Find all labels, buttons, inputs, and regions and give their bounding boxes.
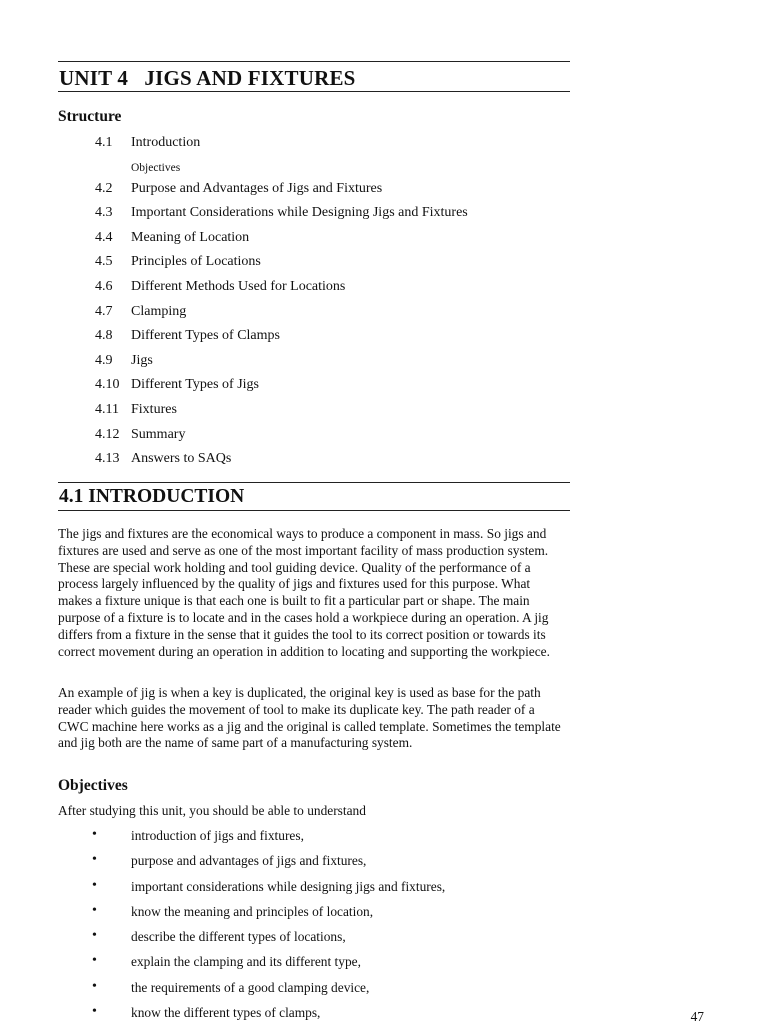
bullet-icon: • xyxy=(92,852,97,868)
toc-number: 4.9 xyxy=(95,352,113,368)
toc-item xyxy=(95,352,565,377)
list-item xyxy=(92,879,562,904)
toc-item xyxy=(95,401,565,426)
list-item-text: know the meaning and principles of location, xyxy=(131,903,374,919)
toc-number: 4.2 xyxy=(95,180,113,196)
toc-number: 4.13 xyxy=(95,451,120,467)
list-item xyxy=(92,904,562,929)
unit-header xyxy=(58,61,570,92)
toc-subitem xyxy=(95,159,565,180)
list-item xyxy=(92,980,562,1005)
list-item-text: the requirements of a good clamping device, xyxy=(131,979,370,995)
toc-item xyxy=(95,327,565,352)
toc-number: 4.1 xyxy=(95,135,113,150)
list-item xyxy=(92,853,562,878)
list-item xyxy=(92,1005,562,1030)
bullet-icon: • xyxy=(92,902,97,918)
bullet-icon: • xyxy=(92,1004,97,1020)
list-item-text: purpose and advantages of jigs and fixtures, xyxy=(131,853,367,869)
list-item-text: describe the different types of locations, xyxy=(131,929,346,945)
objectives-intro: After studying this unit, you should be able to understand xyxy=(58,803,366,818)
bullet-icon: • xyxy=(92,953,97,969)
toc-item xyxy=(95,253,565,278)
toc-label: Meaning of Location xyxy=(131,229,250,245)
list-item-text: important considerations while designing jigs and fixtures, xyxy=(131,878,446,894)
bullet-icon: • xyxy=(92,827,97,842)
toc-number: 4.7 xyxy=(95,303,113,319)
list-item xyxy=(92,954,562,979)
toc-label: Clamping xyxy=(131,303,187,319)
toc-item xyxy=(95,426,565,451)
toc-item xyxy=(95,376,565,401)
toc-item xyxy=(95,450,565,475)
toc-label: Summary xyxy=(131,426,186,442)
toc-label: Introduction xyxy=(131,135,201,150)
toc-number: 4.8 xyxy=(95,328,113,344)
introduction-paragraph: An example of jig is when a key is duplicated, the original key is used as base for the path reader which guides the movement of tool to make its duplicate key. The path reader of a CWC machine here works as a jig and the original is called template. Sometimes the template and jig both are the name of same part of a manufacturing system. xyxy=(58,685,561,751)
toc-label: Jigs xyxy=(131,352,153,368)
introduction-header xyxy=(58,482,570,511)
toc-label: Principles of Locations xyxy=(131,254,261,270)
page-number: 47 xyxy=(690,1009,704,1024)
toc-number: 4.4 xyxy=(95,229,113,245)
toc-number: 4.6 xyxy=(95,278,113,294)
toc-label: Different Methods Used for Locations xyxy=(131,278,346,294)
bullet-icon: • xyxy=(92,877,97,893)
toc-label: Important Considerations while Designing Jigs and Fixtures xyxy=(131,205,468,221)
objectives-list xyxy=(92,828,562,1030)
list-item-text: introduction of jigs and fixtures, xyxy=(131,828,304,843)
toc-number: 4.3 xyxy=(95,205,113,221)
toc-label: Answers to SAQs xyxy=(131,451,232,467)
toc-item xyxy=(95,303,565,328)
toc-item xyxy=(95,229,565,254)
introduction-paragraph: The jigs and fixtures are the economical ways to produce a component in mass. So jigs and fixtures are used and serve as one of the most important facility of mass production system. These are special work holding and tool guiding device. Quality of the performance of a process largely influenced by the quality of jigs and fixtures used for this purpose. What makes a fixture unique is that each one is built to fit a particular part or shape. The main purpose of a fixture is to locate and in the cases hold a workpiece during an operation. A jig differs from a fixture in the sense that it guides the tool to its correct position or towards its correct movement during an operation in addition to locating and supporting the workpiece. xyxy=(58,526,550,659)
table-of-contents xyxy=(95,134,565,475)
toc-number: 4.12 xyxy=(95,426,120,442)
bullet-icon: • xyxy=(92,928,97,944)
bullet-icon: • xyxy=(92,978,97,994)
toc-item xyxy=(95,278,565,303)
toc-number: 4.5 xyxy=(95,254,113,270)
objectives-heading: Objectives xyxy=(58,777,128,794)
toc-label: Different Types of Jigs xyxy=(131,377,259,393)
toc-item xyxy=(95,134,565,159)
toc-label: Different Types of Clamps xyxy=(131,328,280,344)
toc-label: Purpose and Advantages of Jigs and Fixtures xyxy=(131,180,383,196)
toc-label: Fixtures xyxy=(131,401,177,417)
list-item-text: know the different types of clamps, xyxy=(131,1005,321,1021)
toc-number: 4.10 xyxy=(95,377,120,393)
toc-number: 4.11 xyxy=(95,401,119,417)
toc-label: Objectives xyxy=(131,161,181,174)
list-item xyxy=(92,929,562,954)
toc-item xyxy=(95,204,565,229)
section-title: 4.1 INTRODUCTION xyxy=(59,486,245,507)
toc-item xyxy=(95,180,565,205)
list-item-text: explain the clamping and its different type, xyxy=(131,954,361,970)
unit-title: UNIT 4 JIGS AND FIXTURES xyxy=(59,66,356,90)
list-item xyxy=(92,828,562,853)
structure-heading: Structure xyxy=(58,108,122,125)
